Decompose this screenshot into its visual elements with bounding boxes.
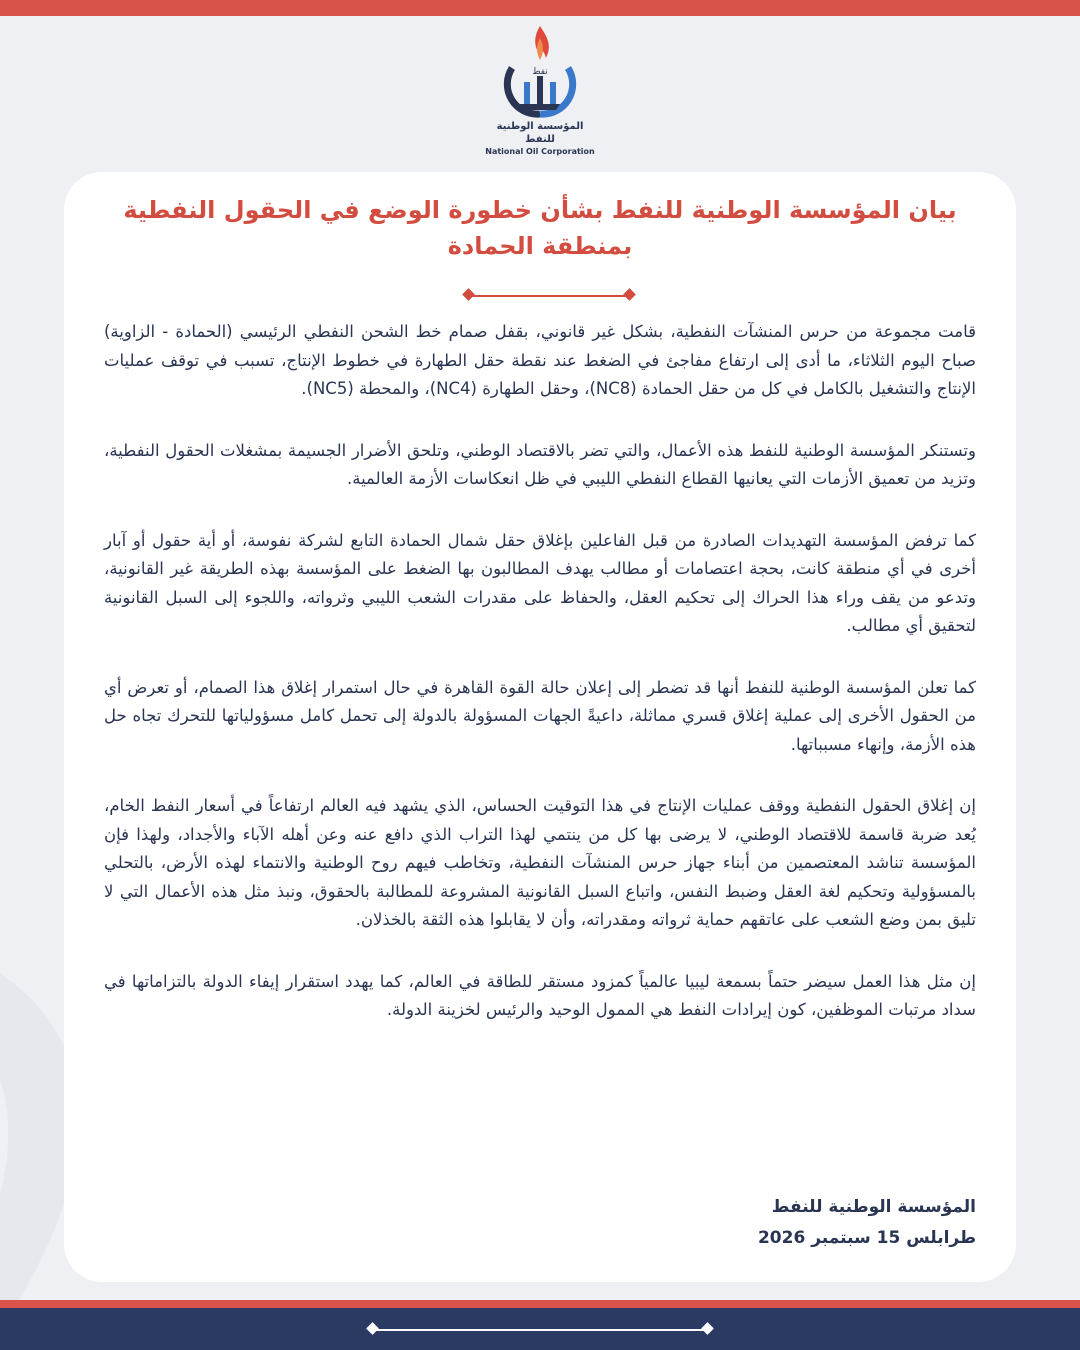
noc-logo	[480, 24, 600, 159]
statement-body	[104, 318, 976, 1058]
statement-title: بيان المؤسسة الوطنية للنفط بشأن خطورة الوضع في الحقول النفطية بمنطقة الحمادة	[123, 196, 957, 260]
paragraph-1: قامت مجموعة من حرس المنشآت النفطية، بشكل غير قانوني، بقفل صمام خط الشحن النفطي الرئيسي (الحمادة - الزاوية) صباح اليوم الثلاثاء، ما أدى إلى ارتفاع مفاجئ في الضغط عند نقطة حقل الطهارة في خطوط الإنتاج، تسبب في توقف عمليات الإنتاج والتشغيل بالكامل في كل من حقل الحمادة (NC8)، وحقل الطهارة (NC4)، والمحطة (NC5).	[104, 322, 976, 398]
flame-oil-derrick-logo-icon	[498, 24, 582, 120]
paragraph-5: إن إغلاق الحقول النفطية ووقف عمليات الإنتاج في هذا التوقيت الحساس، الذي يشهد فيه العالم ارتفاعاً في أسعار النفط الخام، يُعد ضربة قاسمة للاقتصاد الوطني، لا يرضى بها كل من ينتمي لهذا التراب الذي دافع عنه وعن أهله الآباء والأجداد، ولهذا فإن المؤسسة تناشد المعتصمين من أبناء جهاز حرس المنشآت النفطية، وتخاطب فيهم روح الوطنية والانتماء لهذه الأرض، بالتحلي بالمسؤولية وتحكيم لغة العقل وضبط النفس، واتباع السبل القانونية المشروعة للمطالبة بالحقوق، ونبذ مثل هذه الأعمال التي لا تليق بمن وضع الشعب على عاتقهم حماية ثرواته ومقدراته، وأن لا يقابلوا هذه الثقة بالخذلان.	[104, 796, 976, 929]
paragraph-6: إن مثل هذا العمل سيضر حتماً بسمعة ليبيا عالمياً كمزود مستقر للطاقة في العالم، كما يهدد استقرار إيفاء الدولة بالتزاماتها في سداد مرتبات الموظفين، كون إيرادات النفط هي الممول الوحيد والرئيس لخزينة الدولة.	[104, 971, 976, 1019]
signature-block	[104, 1192, 976, 1254]
footer-red-stripe	[0, 1300, 1080, 1308]
org-name-arabic: المؤسسة الوطنية للنفط	[496, 121, 584, 145]
logo-wordmark: نفط	[532, 67, 548, 77]
signature-place-date: طرابلس 15 سبتمبر 2026	[757, 1228, 976, 1248]
diamond-line-divider-icon	[462, 286, 636, 306]
diamond-line-ornament-icon	[366, 1320, 714, 1340]
top-accent-bar	[0, 0, 1080, 16]
signature-issuer: المؤسسة الوطنية للنفط	[771, 1197, 976, 1217]
org-name-english: National Oil Corporation	[485, 147, 595, 156]
paragraph-4: كما تعلن المؤسسة الوطنية للنفط أنها قد تضطر إلى إعلان حالة القوة القاهرة في حال استمرار إغلاق هذا الصمام، أو تعرض أي من الحقول الأخرى إلى عملية إغلاق قسري مماثلة، داعيةً الجهات المسؤولة بالدولة إلى تحمل كامل مسؤولياتها للتحرك تجاه حل هذه الأزمة، وإنهاء مسبباتها.	[104, 677, 976, 754]
paragraph-3: كما ترفض المؤسسة التهديدات الصادرة من قبل الفاعلين بإغلاق حقل شمال الحمادة التابع لشركة نفوسة، أو أية حقول أو آبار أخرى في أي منطقة كانت، بحجة اعتصامات أو مطالب يهدف المطالبون بها الضغط على المؤسسة بهذه الطريقة غير القانونية، وتدعو من يقف وراء هذا الحراك إلى تحكيم العقل، والحفاظ على مقدرات الشعب الليبي وثرواته، واللجوء إلى السبل القانونية لتحقيق أي مطالب.	[104, 530, 976, 635]
paragraph-2: وتستنكر المؤسسة الوطنية للنفط هذه الأعمال، والتي تضر بالاقتصاد الوطني، وتلحق الأضرار الجسيمة بمشغلات الحقول النفطية، وتزيد من تعميق الأزمات التي يعانيها القطاع النفطي الليبي في ظل انعكاسات الأزمة العالمية.	[104, 440, 976, 488]
